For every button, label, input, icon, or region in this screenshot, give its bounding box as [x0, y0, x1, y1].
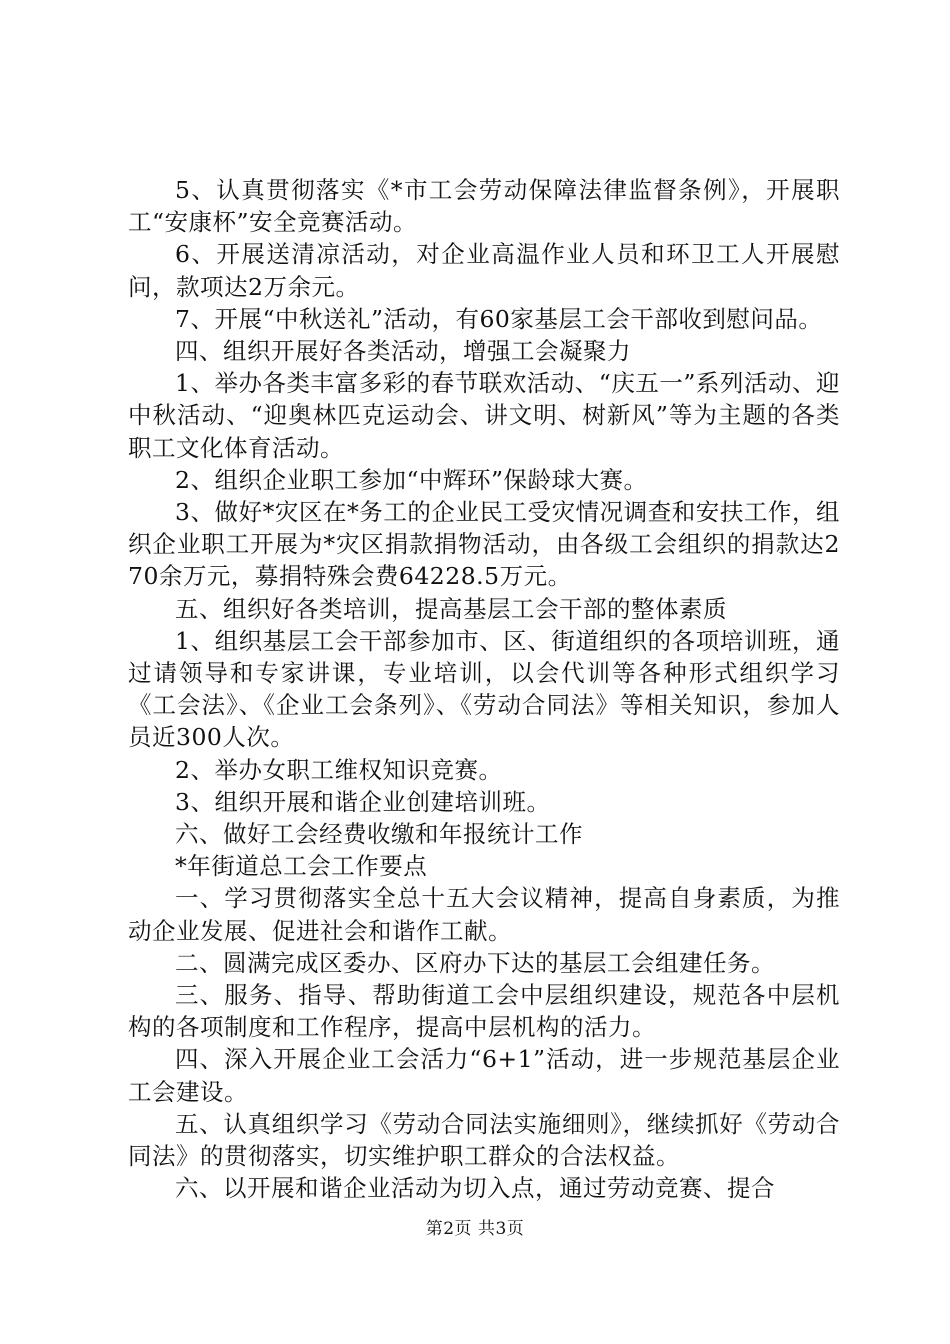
paragraph: 五、认真组织学习《劳动合同法实施细则》，继续抓好《劳动合同法》的贯彻落实，切实维护职工群众的合法权益。 — [128, 1109, 840, 1171]
paragraph: 1、举办各类丰富多彩的春节联欢活动、“庆五一”系列活动、迎中秋活动、“迎奥林匹克运动会、讲文明、树新风”等为主题的各类职工文化体育活动。 — [128, 369, 840, 462]
document-body — [128, 174, 840, 1205]
paragraph: 3、做好*灾区在*务工的企业民工受灾情况调查和安扶工作，组织企业职工开展为*灾区捐款捐物活动，由各级工会组织的捐款达270余万元，募捐特殊会费64228.5万元。 — [128, 498, 840, 591]
paragraph: 3、组织开展和谐企业创建培训班。 — [175, 787, 551, 816]
section-heading: 五、组织好各类培训，提高基层工会干部的整体素质 — [175, 594, 727, 623]
paragraph: 六、以开展和谐企业活动为切入点，通过劳动竞赛、提合 — [175, 1174, 775, 1203]
paragraph: 7、开展“中秋送礼”活动，有60家基层工会干部收到慰问品。 — [175, 304, 823, 333]
section-heading: 四、组织开展好各类活动，增强工会凝聚力 — [175, 337, 631, 366]
document-subtitle: *年街道总工会工作要点 — [175, 852, 428, 881]
paragraph: 二、圆满完成区委办、区府办下达的基层工会组建任务。 — [175, 948, 775, 977]
paragraph: 1、组织基层工会干部参加市、区、街道组织的各项培训班，通过请领导和专家讲课，专业培训，以会代训等各种形式组织学习《工会法》、《企业工会条列》、《劳动合同法》等相关知识，参加人员近300人次。 — [128, 626, 840, 752]
paragraph: 5、认真贯彻落实《*市工会劳动保障法律监督条例》，开展职工“安康杯”安全竞赛活动。 — [128, 176, 840, 237]
paragraph: 三、服务、指导、帮助街道工会中层组织建设，规范各中层机构的各项制度和工作程序，提高中层机构的活力。 — [128, 981, 840, 1042]
paragraph: 6、开展送清凉活动，对企业高温作业人员和环卫工人开展慰问，款项达2万余元。 — [128, 240, 840, 301]
paragraph: 2、组织企业职工参加“中辉环”保龄球大赛。 — [175, 465, 648, 494]
page-number-footer: 第2页 共3页 — [425, 1219, 525, 1239]
section-heading: 六、做好工会经费收缴和年报统计工作 — [175, 820, 583, 849]
paragraph: 2、举办女职工维权知识竞赛。 — [175, 755, 503, 784]
paragraph: 四、深入开展企业工会活力“6+1”活动，进一步规范基层企业工会建设。 — [128, 1045, 840, 1106]
paragraph: 一、学习贯彻落实全总十五大会议精神，提高自身素质，为推动企业发展、促进社会和谐作工献。 — [128, 884, 840, 945]
